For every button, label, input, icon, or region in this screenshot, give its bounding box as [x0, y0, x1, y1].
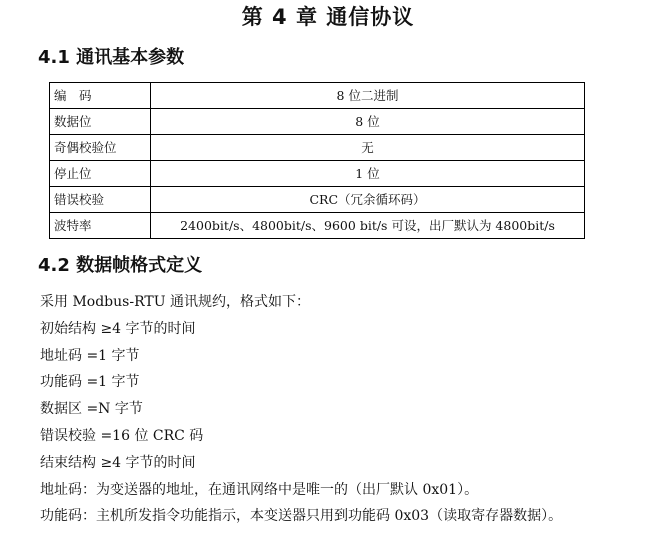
param-name: 编 码 [50, 83, 151, 109]
body-line: 结束结构 ≥4 字节的时间 [40, 454, 196, 471]
table-row [50, 109, 585, 135]
table-row [50, 83, 585, 109]
param-value: 8 位二进制 [151, 83, 585, 109]
param-value: CRC（冗余循环码） [151, 187, 585, 213]
body-line: 功能码 =1 字节 [40, 374, 140, 391]
table-row [50, 213, 585, 239]
body-line: 错误校验 =16 位 CRC 码 [40, 427, 204, 444]
param-value: 8 位 [151, 109, 585, 135]
param-name: 错误校验 [50, 187, 151, 213]
frame-format-body [40, 289, 640, 530]
body-line: 初始结构 ≥4 字节的时间 [40, 320, 196, 337]
communication-params-table [49, 82, 585, 239]
param-name: 数据位 [50, 109, 151, 135]
table-row [50, 161, 585, 187]
table-row [50, 187, 585, 213]
param-value: 1 位 [151, 161, 585, 187]
body-line: 数据区 =N 字节 [40, 401, 143, 418]
body-line: 地址码 =1 字节 [40, 347, 140, 364]
function-code-paragraph: 功能码：主机所发指令功能指示，本变送器只用到功能码 0x03（读取寄存器数据）。 [40, 508, 563, 525]
param-name: 波特率 [50, 213, 151, 239]
section-title-frame-format: 4.2 数据帧格式定义 [38, 255, 203, 276]
body-line: 地址码：为变送器的地址，在通讯网络中是唯一的（出厂默认 0x01）。 [40, 481, 479, 498]
param-name: 奇偶校验位 [50, 135, 151, 161]
param-value: 无 [151, 135, 585, 161]
param-name: 停止位 [50, 161, 151, 187]
param-value: 2400bit/s、4800bit/s、9600 bit/s 可设，出厂默认为 4800bit/s [151, 213, 585, 239]
section-title-communication-params: 4.1 通讯基本参数 [38, 47, 185, 68]
chapter-title: 第 4 章 通信协议 [241, 5, 415, 29]
body-line: 采用 Modbus-RTU 通讯规约，格式如下： [40, 294, 310, 310]
table-row [50, 135, 585, 161]
